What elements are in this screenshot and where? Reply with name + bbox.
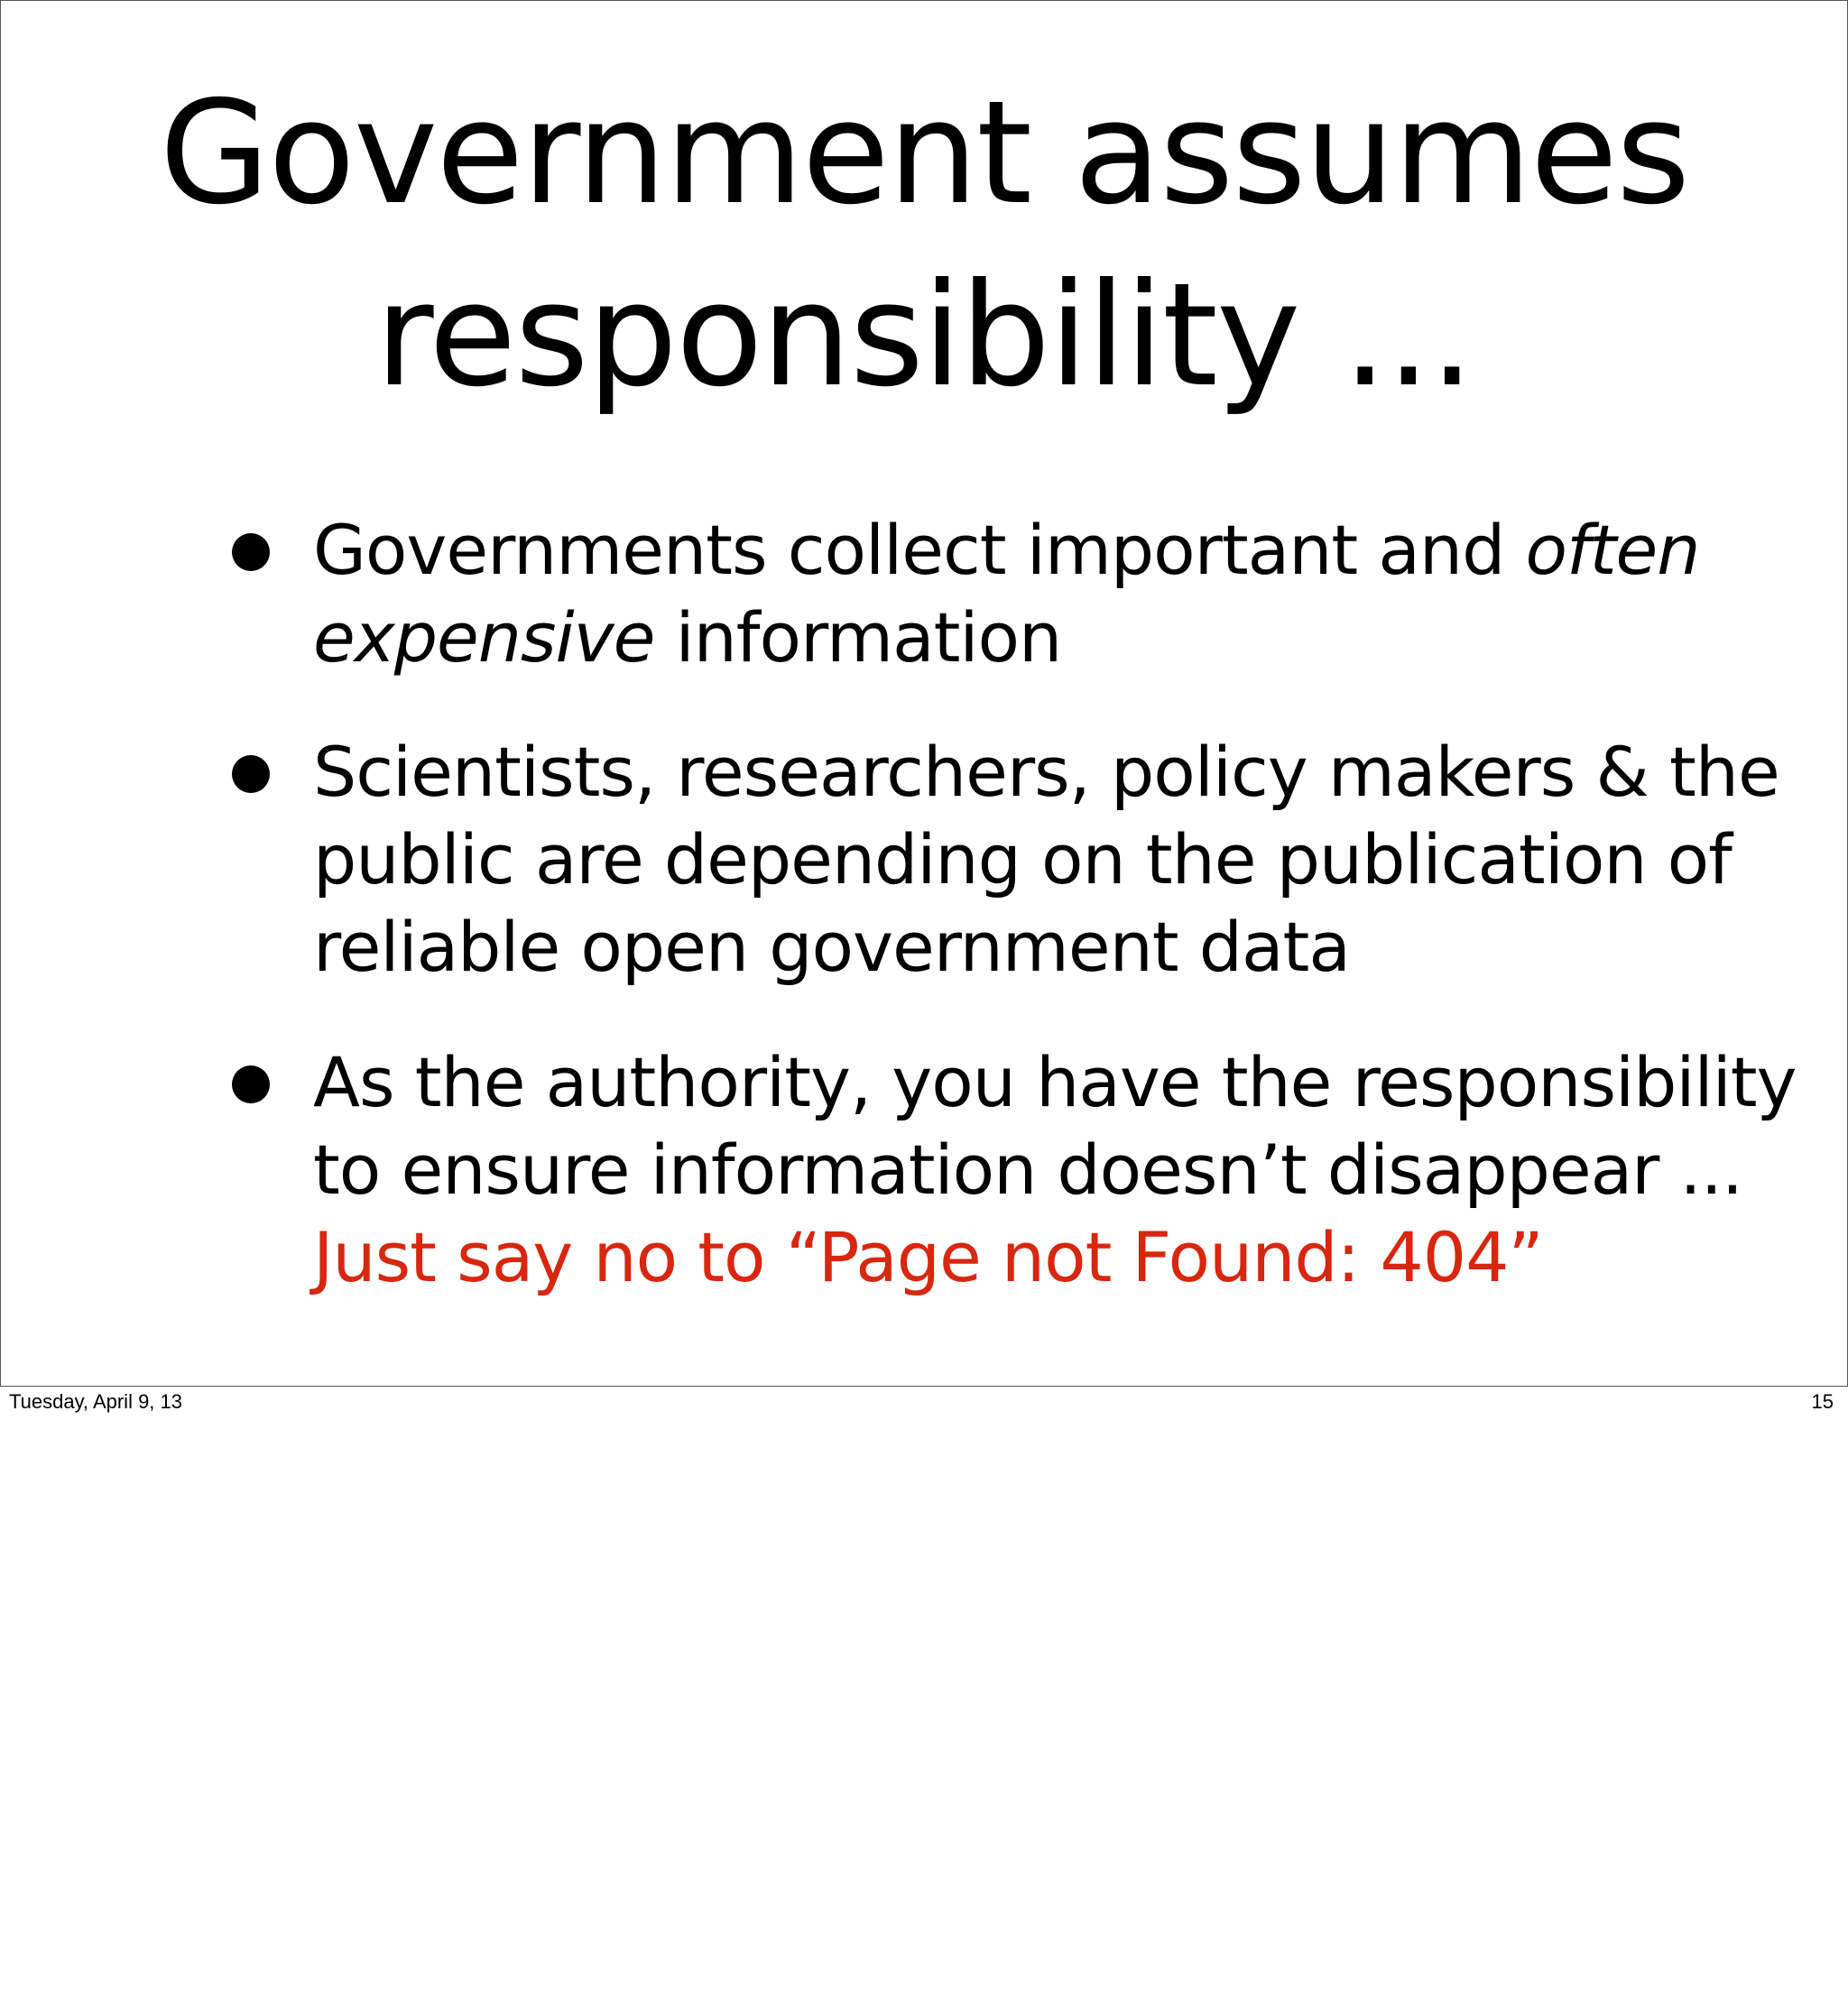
- bullet-text-segment: Governments collect important and: [313, 510, 1526, 590]
- bullet-text: [313, 506, 1703, 681]
- bullet-line: to ensure information doesn’t disappear ...: [313, 1130, 1743, 1210]
- emphasis-text: often: [1525, 510, 1700, 590]
- bullet-dot-icon: [232, 755, 270, 793]
- bullet-text: [313, 728, 1779, 991]
- bullet-text-segment: information: [654, 597, 1062, 678]
- bullet-line: Scientists, researchers, policy makers & the: [313, 732, 1779, 812]
- emphasis-text: expensive: [313, 597, 655, 678]
- bullet-dot-icon: [232, 533, 270, 571]
- bullet-text: [313, 1038, 1797, 1301]
- bullet-line: [313, 594, 1703, 681]
- bullet-line: public are depending on the publication of: [313, 819, 1732, 899]
- title-line-1: Government assumes: [159, 70, 1689, 236]
- bullet-line: As the authority, you have the responsibility: [313, 1042, 1797, 1122]
- highlight-line: Just say no to “Page not Found: 404”: [313, 1217, 1543, 1297]
- slide-title: [1, 62, 1847, 427]
- page-number: 15: [1811, 1390, 1834, 1413]
- bullet-line: reliable open government data: [313, 907, 1350, 987]
- bullet-line: [313, 506, 1703, 594]
- bullet-dot-icon: [232, 1065, 270, 1103]
- title-line-2: responsibility ...: [374, 253, 1474, 419]
- footer-date: Tuesday, April 9, 13: [9, 1390, 182, 1413]
